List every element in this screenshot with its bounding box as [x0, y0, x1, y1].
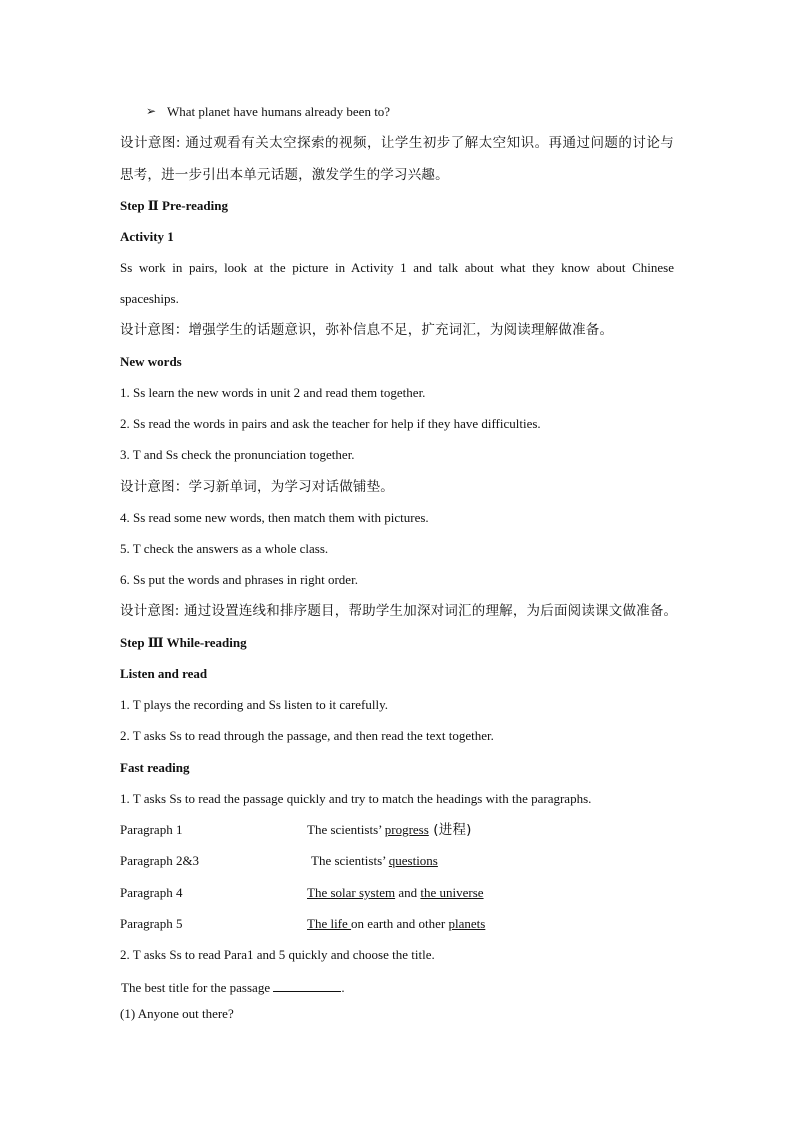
new-words-step-2: 2. Ss read the words in pairs and ask the teacher for help if they have difficulties. [120, 416, 541, 431]
bullet-question: What planet have humans already been to? [167, 104, 391, 119]
title-option-1: (1) Anyone out there? [120, 1006, 234, 1021]
new-words-step-5: 5. T check the answers as a whole class. [120, 541, 329, 556]
new-words-heading: New words [120, 354, 182, 369]
match-heading: The solar system and the universe [307, 885, 484, 900]
design-intent-2: 设计意图：增强学生的话题意识，弥补信息不足，扩充词汇，为阅读理解做准备。 [120, 322, 614, 338]
listen-read-step-2: 2. T asks Ss to read through the passage, and then read the text together. [120, 728, 494, 743]
activity-1-heading: Activity 1 [120, 229, 174, 244]
match-paragraph-label: Paragraph 4 [120, 885, 183, 900]
new-words-step-6: 6. Ss put the words and phrases in right order. [120, 572, 358, 587]
match-paragraph-label: Paragraph 5 [120, 916, 183, 931]
match-heading: The scientists’ progress (进程) [307, 822, 472, 838]
match-paragraph-label: Paragraph 2&3 [120, 853, 200, 868]
best-title-question: The best title for the passage . [121, 980, 345, 995]
design-intent-4: 设计意图: 通过设置连线和排序题目，帮助学生加深对词汇的理解，为后面阅读课文做准备。 [120, 603, 678, 619]
activity-1-text-continued: spaceships. [120, 291, 179, 306]
fast-reading-step-1: 1. T asks Ss to read the passage quickly and try to match the headings with the paragraphs. [120, 791, 592, 806]
activity-1-text: Ss work in pairs, look at the picture in Activity 1 and talk about what they know about Chinese [120, 260, 674, 275]
new-words-step-3: 3. T and Ss check the pronunciation together. [120, 447, 355, 462]
new-words-step-1: 1. Ss learn the new words in unit 2 and read them together. [120, 385, 426, 400]
design-intent-1-continued: 思考，进一步引出本单元话题，激发学生的学习兴趣。 [120, 167, 449, 183]
listen-read-heading: Listen and read [120, 666, 208, 681]
step-3-heading: Step Ⅲ While-reading [120, 635, 247, 650]
match-paragraph-label: Paragraph 1 [120, 822, 183, 837]
new-words-step-4: 4. Ss read some new words, then match them with pictures. [120, 510, 429, 525]
listen-read-step-1: 1. T plays the recording and Ss listen to it carefully. [120, 697, 389, 712]
answer-blank[interactable] [273, 979, 341, 992]
design-intent-3: 设计意图：学习新单词，为学习对话做铺垫。 [120, 479, 394, 495]
fast-reading-heading: Fast reading [120, 760, 190, 775]
match-heading: The scientists’ questions [311, 853, 438, 868]
fast-reading-step-2: 2. T asks Ss to read Para1 and 5 quickly and choose the title. [120, 947, 435, 962]
step-2-heading: Step Ⅱ Pre-reading [120, 198, 228, 213]
match-heading: The life on earth and other planets [307, 916, 486, 931]
design-intent-1: 设计意图: 通过观看有关太空探索的视频，让学生初步了解太空知识。再通过问题的讨论与 [120, 135, 674, 151]
arrow-bullet-icon: ➢ [146, 104, 157, 118]
